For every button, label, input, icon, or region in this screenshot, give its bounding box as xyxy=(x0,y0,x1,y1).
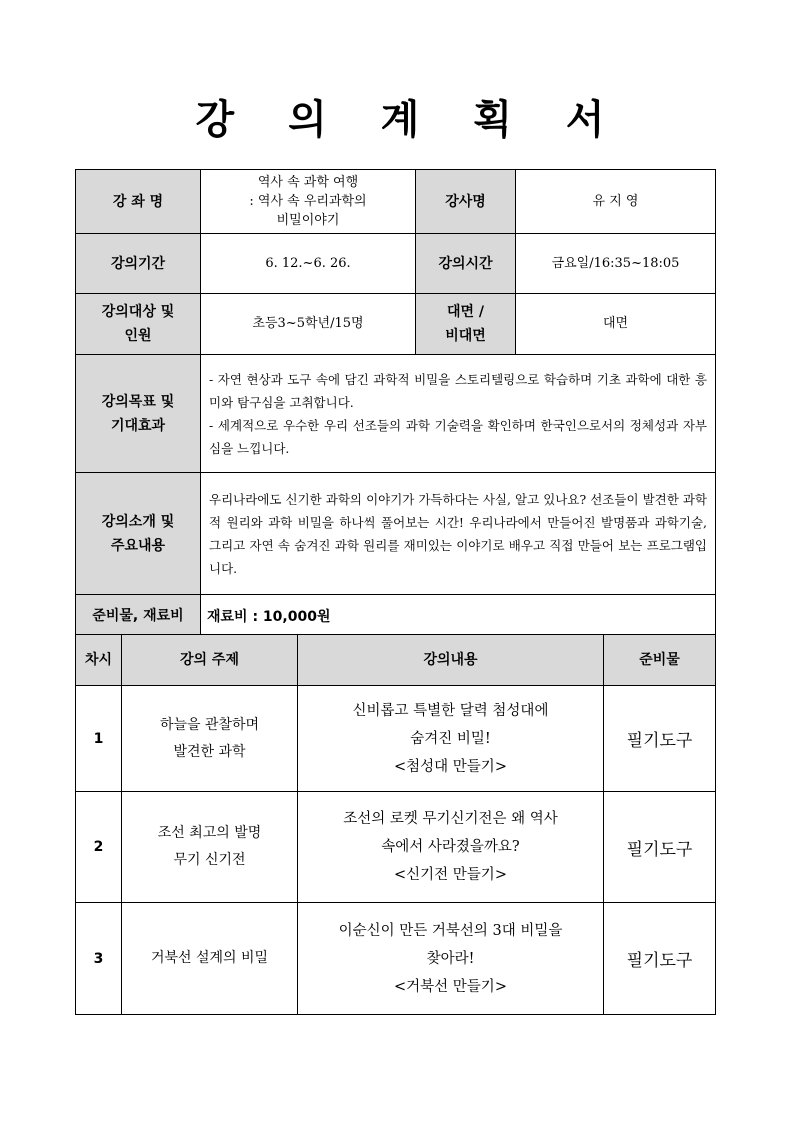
target-label-line: 강의대상 및 xyxy=(101,304,175,320)
session-material: 필기도구 xyxy=(604,903,716,1015)
target-value: 초등3~5학년/15명 xyxy=(201,294,416,355)
schedule-header-content: 강의내용 xyxy=(298,635,604,686)
intro-value: 우리나라에도 신기한 과학의 이야기가 가득하다는 사실, 알고 있나요? 선조들이 발견한 과학적 원리와 과학 비밀을 하나씩 풀어보는 시간! 우리나라에서 만들어진 발명품과 과학기술, 그리고 자연 속 숨겨진 과학 원리를 재미있는 이야기로 배우고 직접 만들어 보는 프로그램입니다. xyxy=(201,473,716,595)
course-name-line: 역사 속 과학 여행 xyxy=(257,175,359,190)
session-content-line: 속에서 사라졌을까요? xyxy=(381,839,520,855)
course-name-line: : 역사 속 우리과학의 xyxy=(249,194,367,209)
time-value: 금요일/16:35~18:05 xyxy=(516,234,716,294)
page-title: 강 의 계 획 서 xyxy=(195,97,625,143)
intro-label-line: 주요내용 xyxy=(110,537,166,554)
target-label xyxy=(76,294,201,355)
goal-item: - 자연 현상과 도구 속에 담긴 과학적 비밀을 스토리텔링으로 학습하며 기초 과학에 대한 흥미와 탐구심을 고취합니다. xyxy=(209,371,707,410)
course-name-value xyxy=(201,170,416,234)
session-content-line: <첨성대 만들기> xyxy=(394,758,507,775)
table-row xyxy=(76,686,716,792)
intro-label xyxy=(76,473,201,595)
session-content-line: 이순신이 만든 거북선의 3대 비밀을 xyxy=(338,922,563,939)
target-label-line: 인원 xyxy=(124,328,152,344)
instructor-value: 유 지 영 xyxy=(516,170,716,234)
session-content-line: 숨겨진 비밀! xyxy=(410,730,491,747)
session-content-line: <거북선 만들기> xyxy=(394,978,507,995)
session-topic-line: 거북선 설계의 비밀 xyxy=(150,950,269,966)
session-topic xyxy=(122,903,298,1015)
session-content-line: 찾아라! xyxy=(426,950,475,967)
session-number: 1 xyxy=(76,686,122,792)
schedule-header-session: 차시 xyxy=(76,635,122,686)
mode-value: 대면 xyxy=(516,294,716,355)
schedule-table xyxy=(75,634,716,1015)
table-row xyxy=(76,903,716,1015)
mode-label xyxy=(416,294,516,355)
session-topic-line: 하늘을 관찰하며 xyxy=(159,716,260,733)
course-name-line: 비밀이야기 xyxy=(276,213,340,228)
period-label: 강의기간 xyxy=(76,234,201,294)
period-value: 6. 12.~6. 26. xyxy=(201,234,416,294)
course-info-table xyxy=(75,169,716,637)
schedule-header-topic: 강의 주제 xyxy=(122,635,298,686)
session-number: 3 xyxy=(76,903,122,1015)
session-content-line: 조선의 로켓 무기신기전은 왜 역사 xyxy=(343,811,558,827)
session-content-line: <신기전 만들기> xyxy=(394,867,507,883)
session-material: 필기도구 xyxy=(604,686,716,792)
goal-label-line: 기대효과 xyxy=(110,417,166,434)
session-number: 2 xyxy=(76,792,122,903)
schedule-header-materials: 준비물 xyxy=(604,635,716,686)
course-name-label: 강 좌 명 xyxy=(76,170,201,234)
session-content-line: 신비롭고 특별한 달력 첨성대에 xyxy=(352,702,549,719)
intro-label-line: 강의소개 및 xyxy=(101,513,175,530)
session-content xyxy=(298,903,604,1015)
session-topic xyxy=(122,686,298,792)
instructor-label: 강사명 xyxy=(416,170,516,234)
goal-label xyxy=(76,355,201,473)
goal-label-line: 강의목표 및 xyxy=(101,393,175,410)
table-row xyxy=(76,792,716,903)
session-material: 필기도구 xyxy=(604,792,716,903)
session-topic xyxy=(122,792,298,903)
mode-label-line: 비대면 xyxy=(445,328,486,344)
session-content xyxy=(298,686,604,792)
mode-label-line: 대면 / xyxy=(446,304,485,320)
session-topic-line: 발견한 과학 xyxy=(173,743,246,760)
session-topic-line: 조선 최고의 발명 xyxy=(157,825,262,841)
time-label: 강의시간 xyxy=(416,234,516,294)
session-content xyxy=(298,792,604,903)
materials-value: 재료비 : 10,000원 xyxy=(201,595,716,637)
materials-label: 준비물, 재료비 xyxy=(76,595,201,637)
goal-value xyxy=(201,355,716,473)
goal-item: - 세계적으로 우수한 우리 선조들의 과학 기술력을 확인하며 한국인으로서의 정체성과 자부심을 느낍니다. xyxy=(209,417,707,456)
session-topic-line: 무기 신기전 xyxy=(173,852,246,868)
